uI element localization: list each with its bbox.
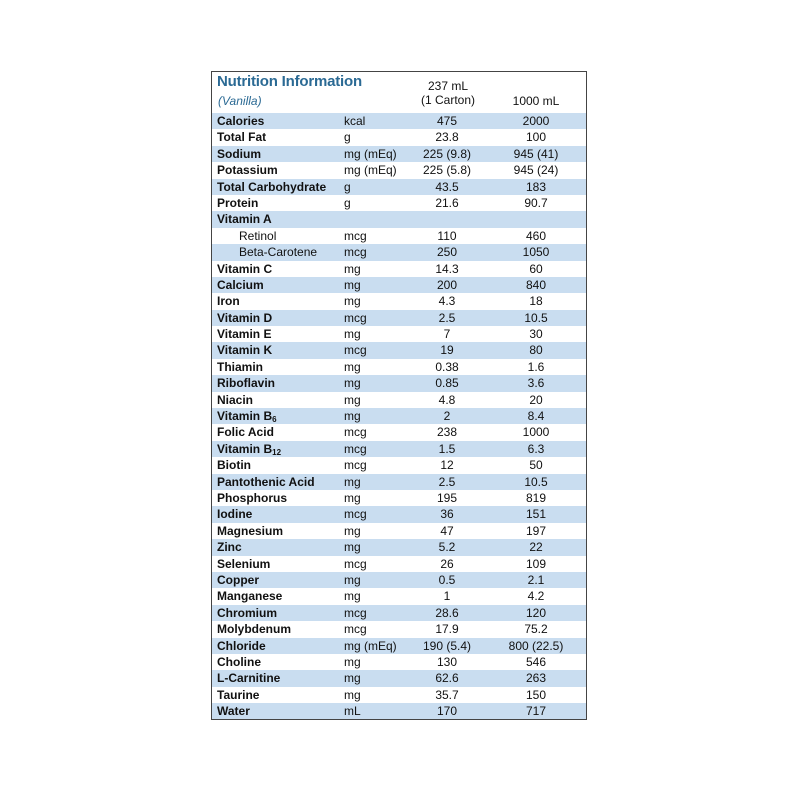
value-carton: 7 (443, 327, 451, 342)
value-liter: 800 (22.5) (508, 638, 564, 653)
nutrient-name: Chromium (217, 605, 277, 620)
table-row (212, 310, 586, 326)
nutrient-name: Thiamin (217, 359, 264, 374)
value-liter: 1.6 (527, 359, 545, 374)
column-header-carton-label: (1 Carton) (420, 93, 476, 107)
panel-title: Nutrition Information (217, 73, 362, 90)
value-liter: 840 (525, 277, 547, 292)
value-carton: 250 (436, 245, 458, 260)
value-carton: 0.85 (435, 376, 459, 391)
table-row (212, 146, 586, 162)
value-liter: 2.1 (527, 572, 545, 587)
value-liter: 20 (529, 392, 543, 407)
value-liter: 945 (24) (513, 163, 559, 178)
nutrient-unit: mcg (344, 556, 367, 571)
nutrient-unit: mcg (344, 507, 367, 522)
nutrient-unit: mg (344, 687, 361, 702)
table-row (212, 539, 586, 555)
value-liter: 30 (529, 327, 543, 342)
value-liter: 1050 (522, 245, 550, 260)
panel-header (212, 72, 586, 113)
value-carton: 195 (436, 490, 458, 505)
value-liter: 460 (525, 228, 547, 243)
value-carton: 130 (436, 654, 458, 669)
table-row (212, 195, 586, 211)
value-carton: 0.38 (435, 359, 459, 374)
nutrient-unit: mcg (344, 605, 367, 620)
nutrient-name: Protein (217, 195, 259, 210)
nutrient-unit: mg (344, 589, 361, 604)
table-row (212, 113, 586, 129)
nutrient-unit: mg (mEq) (344, 146, 397, 161)
table-row (212, 424, 586, 440)
nutrient-unit: mcg (344, 343, 367, 358)
nutrient-unit: mg (344, 540, 361, 555)
value-carton: 1 (443, 589, 451, 604)
nutrient-name: Iodine (217, 507, 253, 522)
nutrient-name: Sodium (217, 146, 261, 161)
nutrient-unit: mg (mEq) (344, 163, 397, 178)
value-carton: 2.5 (438, 474, 456, 489)
value-carton: 26 (440, 556, 454, 571)
column-header-carton (418, 79, 478, 107)
nutrient-name: Water (217, 704, 250, 719)
nutrient-unit: mg (344, 654, 361, 669)
table-row (212, 523, 586, 539)
value-carton: 238 (436, 425, 458, 440)
nutrient-unit: mg (344, 261, 361, 276)
value-liter: 18 (529, 294, 543, 309)
value-liter: 183 (525, 179, 547, 194)
nutrient-unit: g (344, 130, 351, 145)
nutrient-unit: mcg (344, 245, 367, 260)
nutrient-name: Vitamin $B_6$ (217, 409, 277, 425)
table-row (212, 326, 586, 342)
table-row (212, 638, 586, 654)
nutrient-name: Manganese (217, 589, 283, 604)
table-row (212, 244, 586, 260)
nutrient-unit: kcal (344, 114, 366, 128)
table-row (212, 129, 586, 145)
table-row (212, 277, 586, 293)
nutrient-name: Vitamin C (217, 261, 273, 276)
value-carton: 4.3 (438, 294, 456, 309)
nutrient-name: Riboflavin (217, 376, 276, 391)
value-carton: 2 (443, 409, 451, 424)
value-liter: 4.2 (527, 589, 545, 604)
nutrient-unit: mcg (344, 310, 367, 325)
nutrient-name: Total Carbohydrate (217, 179, 327, 194)
value-liter: 75.2 (524, 622, 548, 637)
table-row (212, 392, 586, 408)
table-row (212, 261, 586, 277)
nutrient-name: Pantothenic Acid (217, 474, 315, 489)
nutrient-name: Vitamin $B_{12}$ (217, 441, 282, 457)
nutrient-unit: g (344, 195, 351, 210)
value-liter: 120 (525, 605, 547, 620)
value-liter: 22 (529, 540, 543, 555)
value-liter: 945 (41) (513, 146, 559, 161)
value-carton: 225 (5.8) (422, 163, 472, 178)
value-liter: 3.6 (527, 376, 545, 391)
value-liter: 109 (525, 556, 547, 571)
value-carton: 0.5 (438, 572, 456, 587)
nutrient-name: Vitamin K (217, 343, 273, 358)
nutrient-name: Niacin (217, 392, 254, 407)
nutrient-subscript: 6 (272, 415, 277, 425)
nutrient-name: Zinc (217, 540, 242, 555)
nutrient-name: Calories (217, 114, 265, 128)
nutrient-unit: mL (344, 704, 361, 719)
table-row (212, 408, 586, 424)
nutrient-unit: mg (344, 474, 361, 489)
value-carton: 190 (5.4) (422, 638, 472, 653)
value-liter: 263 (525, 671, 547, 686)
flavor-subtitle: (Vanilla) (218, 94, 262, 108)
nutrient-unit: mg (344, 523, 361, 538)
column-header-carton-volume: 237 mL (427, 79, 469, 93)
table-row (212, 605, 586, 621)
table-row (212, 457, 586, 473)
value-liter: 10.5 (524, 474, 548, 489)
value-liter: 50 (529, 458, 543, 473)
value-liter: 80 (529, 343, 543, 358)
value-liter: 8.4 (527, 409, 545, 424)
nutrient-unit: mg (344, 376, 361, 391)
table-row (212, 179, 586, 195)
value-carton: 35.7 (435, 687, 459, 702)
value-carton: 225 (9.8) (422, 146, 472, 161)
nutrient-name: Vitamin A (217, 212, 272, 227)
value-carton: 36 (440, 507, 454, 522)
nutrient-unit: mcg (344, 228, 367, 243)
nutrient-unit: g (344, 179, 351, 194)
table-row (212, 293, 586, 309)
value-liter: 151 (525, 507, 547, 522)
value-carton: 43.5 (435, 179, 459, 194)
nutrient-unit: mg (344, 359, 361, 374)
nutrient-unit: mg (mEq) (344, 638, 397, 653)
nutrient-unit: mcg (344, 425, 367, 440)
nutrient-unit: mg (344, 277, 361, 292)
column-header-liter: 1000 mL (512, 94, 560, 108)
value-carton: 23.8 (435, 130, 459, 145)
nutrient-name: Folic Acid (217, 425, 274, 440)
table-row (212, 375, 586, 391)
nutrient-name: Phosphorus (217, 490, 288, 505)
value-carton: 200 (436, 277, 458, 292)
value-carton: 2.5 (438, 310, 456, 325)
nutrient-name: Beta-Carotene (239, 245, 318, 260)
value-carton: 17.9 (435, 622, 459, 637)
table-row (212, 342, 586, 358)
value-carton: 5.2 (438, 540, 456, 555)
value-liter: 100 (525, 130, 547, 145)
value-carton: 19 (440, 343, 454, 358)
value-carton: 14.3 (435, 261, 459, 276)
value-carton: 62.6 (435, 671, 459, 686)
value-liter: 546 (525, 654, 547, 669)
value-carton: 21.6 (435, 195, 459, 210)
nutrient-unit: mcg (344, 458, 367, 473)
table-row (212, 359, 586, 375)
value-liter: 819 (525, 490, 547, 505)
nutrient-name: Copper (217, 572, 259, 587)
nutrient-unit: mg (344, 409, 361, 424)
nutrition-panel (211, 71, 587, 720)
value-liter: 60 (529, 261, 543, 276)
nutrient-unit: mg (344, 327, 361, 342)
value-carton: 4.8 (438, 392, 456, 407)
table-row (212, 703, 586, 719)
nutrient-name: Vitamin D (217, 310, 273, 325)
nutrient-unit: mg (344, 671, 361, 686)
value-carton: 475 (436, 114, 458, 128)
nutrient-name: Retinol (239, 228, 277, 243)
table-row (212, 506, 586, 522)
nutrient-name: Selenium (217, 556, 271, 571)
nutrient-unit: mcg (344, 441, 367, 456)
value-carton: 47 (440, 523, 454, 538)
nutrient-unit: mg (344, 392, 361, 407)
nutrient-unit: mcg (344, 622, 367, 637)
value-liter: 2000 (522, 114, 550, 128)
table-row (212, 228, 586, 244)
table-row (212, 654, 586, 670)
value-liter: 150 (525, 687, 547, 702)
value-carton: 170 (436, 704, 458, 719)
nutrient-name: Potassium (217, 163, 278, 178)
nutrient-name: Iron (217, 294, 240, 309)
table-row (212, 556, 586, 572)
nutrient-name: Calcium (217, 277, 264, 292)
table-row (212, 211, 586, 227)
table-row (212, 621, 586, 637)
nutrient-name: L-Carnitine (217, 671, 281, 686)
table-row (212, 670, 586, 686)
table-row (212, 162, 586, 178)
value-liter: 197 (525, 523, 547, 538)
value-liter: 90.7 (524, 195, 548, 210)
table-row (212, 572, 586, 588)
value-carton: 110 (437, 228, 457, 243)
value-carton: 1.5 (438, 441, 456, 456)
table-row (212, 490, 586, 506)
table-row (212, 441, 586, 457)
nutrient-name: Chloride (217, 638, 266, 653)
table-row (212, 687, 586, 703)
nutrient-name: Molybdenum (217, 622, 291, 637)
value-liter: 10.5 (524, 310, 548, 325)
nutrient-unit: mg (344, 572, 361, 587)
nutrient-unit: mg (344, 294, 361, 309)
nutrient-name: Magnesium (217, 523, 284, 538)
nutrient-name: Total Fat (217, 130, 267, 145)
value-liter: 1000 (522, 425, 550, 440)
value-liter: 6.3 (527, 441, 545, 456)
nutrient-name: Biotin (217, 458, 251, 473)
value-carton: 28.6 (435, 605, 459, 620)
nutrient-name: Taurine (217, 687, 260, 702)
nutrient-name: Choline (217, 654, 261, 669)
table-row (212, 588, 586, 604)
table-row (212, 474, 586, 490)
nutrient-table (212, 113, 586, 719)
value-liter: 717 (525, 704, 547, 719)
nutrient-subscript: 12 (272, 447, 282, 457)
value-carton: 12 (440, 458, 454, 473)
nutrient-name: Vitamin E (217, 327, 272, 342)
nutrient-unit: mg (344, 490, 361, 505)
